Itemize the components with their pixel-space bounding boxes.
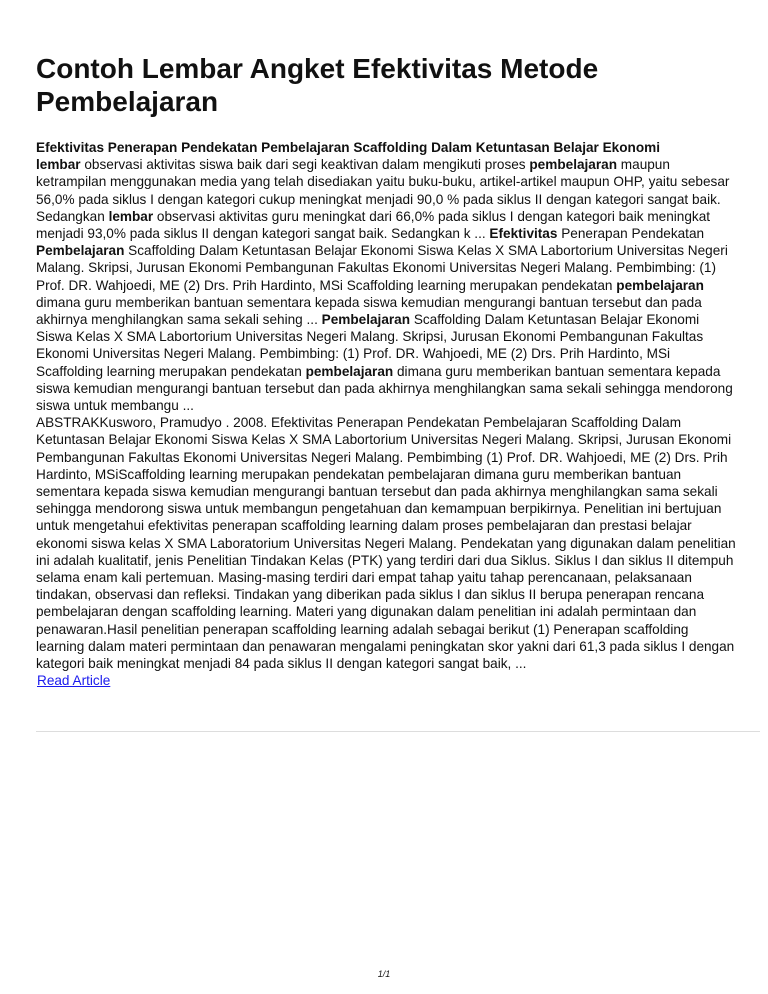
article-body xyxy=(36,139,736,690)
body-text: ABSTRAKKusworo, Pramudyo . 2008. Efektivitas Penerapan Pendekatan Pembelajaran Scaffolding Dalam Ketuntasan Belajar Ekonomi Siswa Kelas X SMA Labortorium Universitas Negeri Malang. Skripsi, Jurusan Ekonomi Pembangunan Fakultas Ekonomi Universitas Negeri Malang. Pembimbing (1) Prof. DR. Wahjoedi, ME (2) Drs. Prih Hardinto, MSiScaffolding learning merupakan pendekatan pembelajaran dimana guru memberikan bantuan sementara kepada siswa kemudian mengurangi bantuan tersebut dan pada akhirnya menghilangkan sama sekali sehingga mendorong siswa untuk membangun pengetahuan dan kemampuan berpikirnya. Penelitian ini bertujuan untuk mengetahui efektivitas penerapan scaffolding learning dalam proses pembelajaran dan prestasi belajar ekonomi siswa kelas X SMA Laboratorium Universitas Negeri Malang. Pendekatan yang digunakan dalam penelitian ini adalah kualitatif, jenis Penelitian Tindakan Kelas (PTK) yang terdiri dari dua Siklus. Siklus I dan siklus II ditempuh selama enam kali pertemuan. Masing-masing terdiri dari empat tahap yaitu tahap perencanaan, pelaksanaan tindakan, observasi dan refleksi. Tindakan yang diberikan pada siklus I dan siklus II berupa penerapan rencana pembelajaran dengan scaffolding learning. Materi yang digunakan dalam penelitian ini adalah permintaan dan penawaran.Hasil penelitian penerapan scaffolding learning adalah sebagai berikut (1) Penerapan scaffolding learning dalam materi permintaan dan penawaran mengalami peningkatan skor yakni dari 61,3 pada siklus I dengan kategori baik meningkat menjadi 84 pada siklus II dengan kategori sangat baik, ... xyxy=(36,415,736,672)
body-text: Scaffolding Dalam Ketuntasan Belajar Ekonomi Siswa Kelas X SMA Labortorium Universitas Negeri Malang. Skripsi, Jurusan Ekonomi Pembangunan Fakultas Ekonomi Universitas Negeri Malang. Pembimbing: (1) Prof. DR. Wahjoedi, ME (2) Drs. Prih Hardinto, MSi Scaffolding learning merupakan pendekatan xyxy=(36,243,728,293)
emphasis-text: pembelajaran xyxy=(616,277,704,293)
page-number: 1/1 xyxy=(377,969,391,979)
body-text: Scaffolding Dalam Ketuntasan Belajar Ekonomi Siswa Kelas X SMA Labortorium Universitas Negeri Malang. Skripsi, Jurusan Ekonomi Pembangunan Fakultas Ekonomi Universitas Negeri Malang. Pembimbing: (1) Prof. DR. Wahjoedi, ME (2) Drs. Prih Hardinto, MSi Scaffolding learning merupakan pendekatan xyxy=(36,312,704,379)
emphasis-text: pembelajaran xyxy=(529,157,618,173)
emphasis-text: lembar xyxy=(36,157,81,173)
emphasis-text: Efektivitas xyxy=(489,226,558,242)
emphasis-text: Efektivitas Penerapan Pendekatan Pembelajaran Scaffolding Dalam Ketuntasan Belajar Ekonomi xyxy=(36,140,661,155)
body-text: dimana guru memberikan bantuan sementara kepada siswa kemudian mengurangi bantuan tersebut dan pada akhirnya menghilangkan sama sekali sehing ... xyxy=(36,294,702,328)
page-title: Contoh Lembar Angket Efektivitas Metode Pembelajaran xyxy=(36,53,599,117)
emphasis-text: Pembelajaran xyxy=(36,243,125,259)
body-text: observasi aktivitas siswa baik dari segi keaktivan dalam mengikuti proses xyxy=(80,157,530,173)
divider xyxy=(36,731,760,732)
read-article-link[interactable]: Read Article xyxy=(37,673,111,689)
body-text: observasi aktivitas guru meningkat dari 66,0% pada siklus I dengan kategori baik meningkat menjadi 93,0% pada siklus II dengan kategori sangat baik. Sedangkan k ... xyxy=(36,208,711,242)
emphasis-text: Pembelajaran xyxy=(321,312,411,328)
emphasis-text: lembar xyxy=(108,208,154,224)
body-text: Penerapan Pendekatan xyxy=(557,226,705,242)
article-text xyxy=(36,139,736,672)
body-text: dimana guru memberikan bantuan sementara kepada siswa kemudian mengurangi bantuan tersebut dan pada akhirnya menghilangkan sama sekali sehingga mendorong siswa untuk membangu ... xyxy=(36,363,733,414)
body-text: maupun ketrampilan menggunakan media yang telah disediakan yaitu buku-buku, artikel-artikel maupun OHP, yaitu sebesar 56,0% pada siklus I dengan kategori cukup meningkat menjadi 90,0 % pada siklus II dengan kategori sangat baik. Sedangkan xyxy=(36,157,730,224)
emphasis-text: pembelajaran xyxy=(305,363,394,379)
